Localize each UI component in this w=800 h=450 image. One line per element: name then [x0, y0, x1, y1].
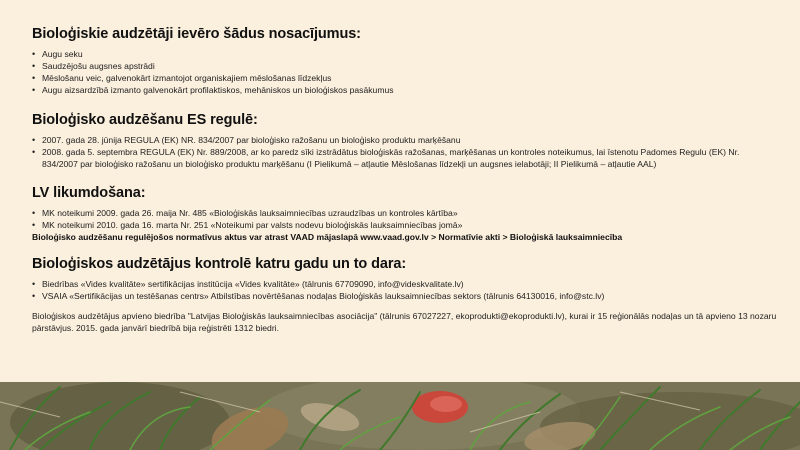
vaad-website-note: Bioloģisko audzēšanu regulējošos normatīvus aktus var atrast VAAD mājaslapā www.vaad.gov.lv > Normatīvie akti > Bioloģiskā lauksaimniecība	[32, 232, 623, 242]
list-item: • Biedrības «Vides kvalitāte» sertifikācijas institūcija «Vides kvalitāte» (tālrunis 67709090, info@videskvalitate.lv)	[32, 278, 777, 290]
list-item: • MK noteikumi 2009. gada 26. maija Nr. 485 «Bioloģiskās lauksaimniecības uzraudzības un kontroles kārtība»	[32, 207, 777, 219]
section-title: Bioloģiskos audzētājus kontrolē katru gadu un to dara:	[32, 256, 407, 272]
association-paragraph: Bioloģiskos audzētājus apvieno biedrība "Latvijas Bioloģiskās lauksaimniecības asociācija" (tālrunis 67027227, ekoprodukti@ekoprodukti.lv), kurai ir 15 reģionālās nodaļas un tā apvieno 13 nozaru pārstāvjus. 2015. gada janvārī biedrībā bija reģistrēti 1312 biedri.	[32, 311, 777, 333]
section-cultivation-conditions	[32, 26, 777, 96]
list-item: • Saudzējošu augsnes apstrādi	[32, 60, 777, 72]
section-lv-legislation	[32, 185, 777, 243]
control-bodies-list	[32, 278, 777, 302]
list-item: • 2007. gada 28. jūnija REGULA (EK) NR. 834/2007 par bioloģisko ražošanu un bioloģisko produktu marķēšanu	[32, 134, 777, 146]
conditions-list	[32, 48, 777, 96]
document-content	[32, 26, 777, 348]
section-eu-regulation	[32, 112, 777, 170]
list-item: • MK noteikumi 2010. gada 16. marta Nr. 251 «Noteikumi par valsts nodevu bioloģiskās lauksaimniecības jomā»	[32, 219, 777, 231]
legislation-list	[32, 207, 777, 231]
list-item: • Mēslošanu veic, galvenokārt izmantojot organiskajiem mēslošanas līdzekļus	[32, 72, 777, 84]
list-item: • VSAIA «Sertifikācijas un testēšanas centrs» Atbilstības novērtēšanas nodaļas Bioloģiskās lauksaimniecības sektors (tālrunis 64130016, info@stc.lv)	[32, 290, 777, 302]
grass-photo-strip	[0, 382, 800, 450]
section-title: LV likumdošana:	[32, 185, 146, 201]
list-item: • 2008. gada 5. septembra REGULA (EK) Nr. 889/2008, ar ko paredz sīki izstrādātus bioloģiskās ražošanas, marķēšanas un kontroles noteikumus, lai īstenotu Padomes Regulu (EK) Nr. 834/2007 par bioloģisko ražošanu un bioloģisko produktu marķēšanu (I Pielikumā – atļautie Mēslošanas līdzekļi un augsnes ielabotāji; II Pielikumā – atļautie AAL)	[32, 146, 777, 170]
section-annual-control	[32, 256, 777, 334]
regulation-list	[32, 134, 777, 170]
list-item: • Augu seku	[32, 48, 777, 60]
section-title: Bioloģiskie audzētāji ievēro šādus nosacījumus:	[32, 26, 361, 42]
section-title: Bioloģisko audzēšanu ES regulē:	[32, 112, 258, 128]
list-item: • Augu aizsardzībā izmanto galvenokārt profilaktiskos, mehāniskos un bioloģiskos pasākumus	[32, 84, 777, 96]
